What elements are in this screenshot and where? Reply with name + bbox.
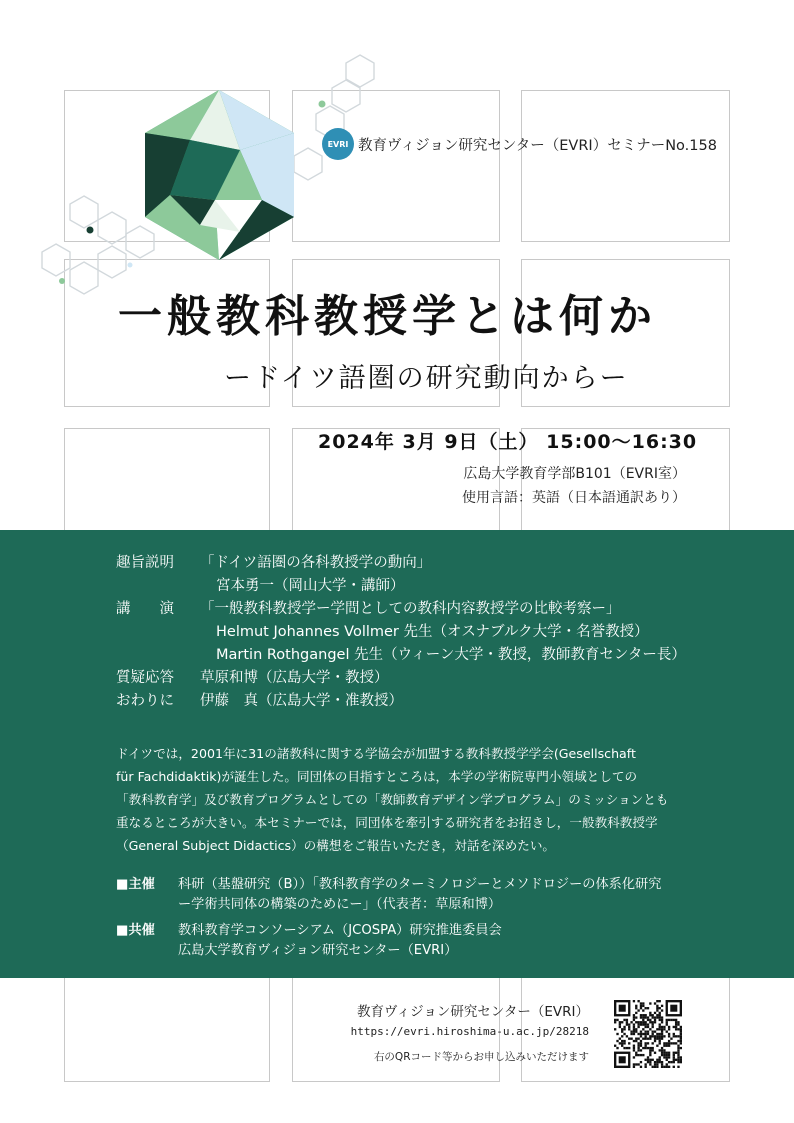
program-text: 草原和博（広島大学・教授） [200, 670, 389, 686]
program-label: 趣旨説明 [116, 555, 174, 571]
description-line: 重なるところが大きい。本セミナーでは，同団体を牽引する研究者をお招きし，一般教科教授学 [116, 815, 658, 830]
description-line: ドイツでは，2001年に31の諸教科に関する学協会が加盟する教科教授学学会(Gesellschaft [116, 746, 636, 761]
footer-note: 右のQRコード等からお申し込みいただけます [373, 1051, 589, 1063]
event-place: 広島大学教育学部B101（EVRI室） [463, 466, 686, 482]
program-label: 講 演 [116, 601, 174, 617]
program-text: Helmut Johannes Vollmer 先生（オスナブルク大学・名誉教授） [216, 624, 649, 640]
program-row [116, 690, 686, 713]
organizer-label: ■共催 [116, 923, 155, 938]
program-row [116, 575, 686, 598]
page-title: 一般教科教授学とは何か [118, 291, 657, 342]
organizer-row [116, 895, 661, 915]
program-label: 質疑応答 [116, 670, 174, 686]
description [116, 742, 686, 857]
evri-logo: EVRI [322, 128, 354, 160]
program-label: おわりに [116, 693, 174, 709]
organizer-row [116, 921, 661, 941]
program-text: 伊藤 真（広島大学・准教授） [200, 693, 403, 709]
organizer-text: ー学術共同体の構築のためにー」（代表者：草原和博） [178, 897, 502, 912]
organizer-text: 科研（基盤研究（B））「教科教育学のターミノロジーとメソドロジーの体系化研究 [178, 877, 662, 892]
organizer-text: 広島大学教育ヴィジョン研究センター（EVRI） [178, 943, 458, 958]
event-date: 2024年 3月 9日（土） 15:00～16:30 [318, 431, 698, 453]
organizer-label: ■主催 [116, 877, 155, 892]
registration-link[interactable]: https://evri.hiroshima-u.ac.jp/28218 [350, 1025, 589, 1038]
program-row [116, 552, 686, 575]
program-band [0, 530, 794, 978]
event-language: 使用言語：英語（日本語通訳あり） [462, 490, 686, 506]
program-text: 宮本勇一（岡山大学・講師） [216, 578, 405, 594]
organizers [116, 875, 661, 961]
program-row [116, 667, 686, 690]
program-row [116, 598, 686, 621]
description-line: （General Subject Didactics）の構想をご報告いただき，対話を深めたい。 [116, 838, 556, 853]
program-text: 「ドイツ語圏の各科教授学の動向」 [200, 555, 432, 571]
seminar-series: 教育ヴィジョン研究センター（EVRI）セミナーNo.158 [358, 138, 717, 154]
qr-code-icon[interactable] [614, 1000, 682, 1068]
program-row [116, 644, 686, 667]
program-text: Martin Rothgangel 先生（ウィーン大学・教授，教師教育センター長） [216, 647, 686, 663]
program-list [116, 552, 686, 713]
organizer-row [116, 875, 661, 895]
description-line: 「教科教育学」及び教育プログラムとしての「教師教育デザイン学プログラム」のミッションとも [116, 792, 669, 807]
organizer-text: 教科教育学コンソーシアム（JCOSPA）研究推進委員会 [178, 923, 502, 938]
program-text: 「一般教科教授学ー学問としての教科内容教授学の比較考察ー」 [200, 601, 621, 617]
page-subtitle: ードイツ語圏の研究動向からー [224, 363, 629, 394]
organizer-row [116, 941, 661, 961]
program-row [116, 621, 686, 644]
footer-org: 教育ヴィジョン研究センター（EVRI） [356, 1004, 589, 1020]
description-line: für Fachdidaktik)が誕生した。同団体の目指すところは，本学の学術院専門小領域としての [116, 769, 638, 784]
